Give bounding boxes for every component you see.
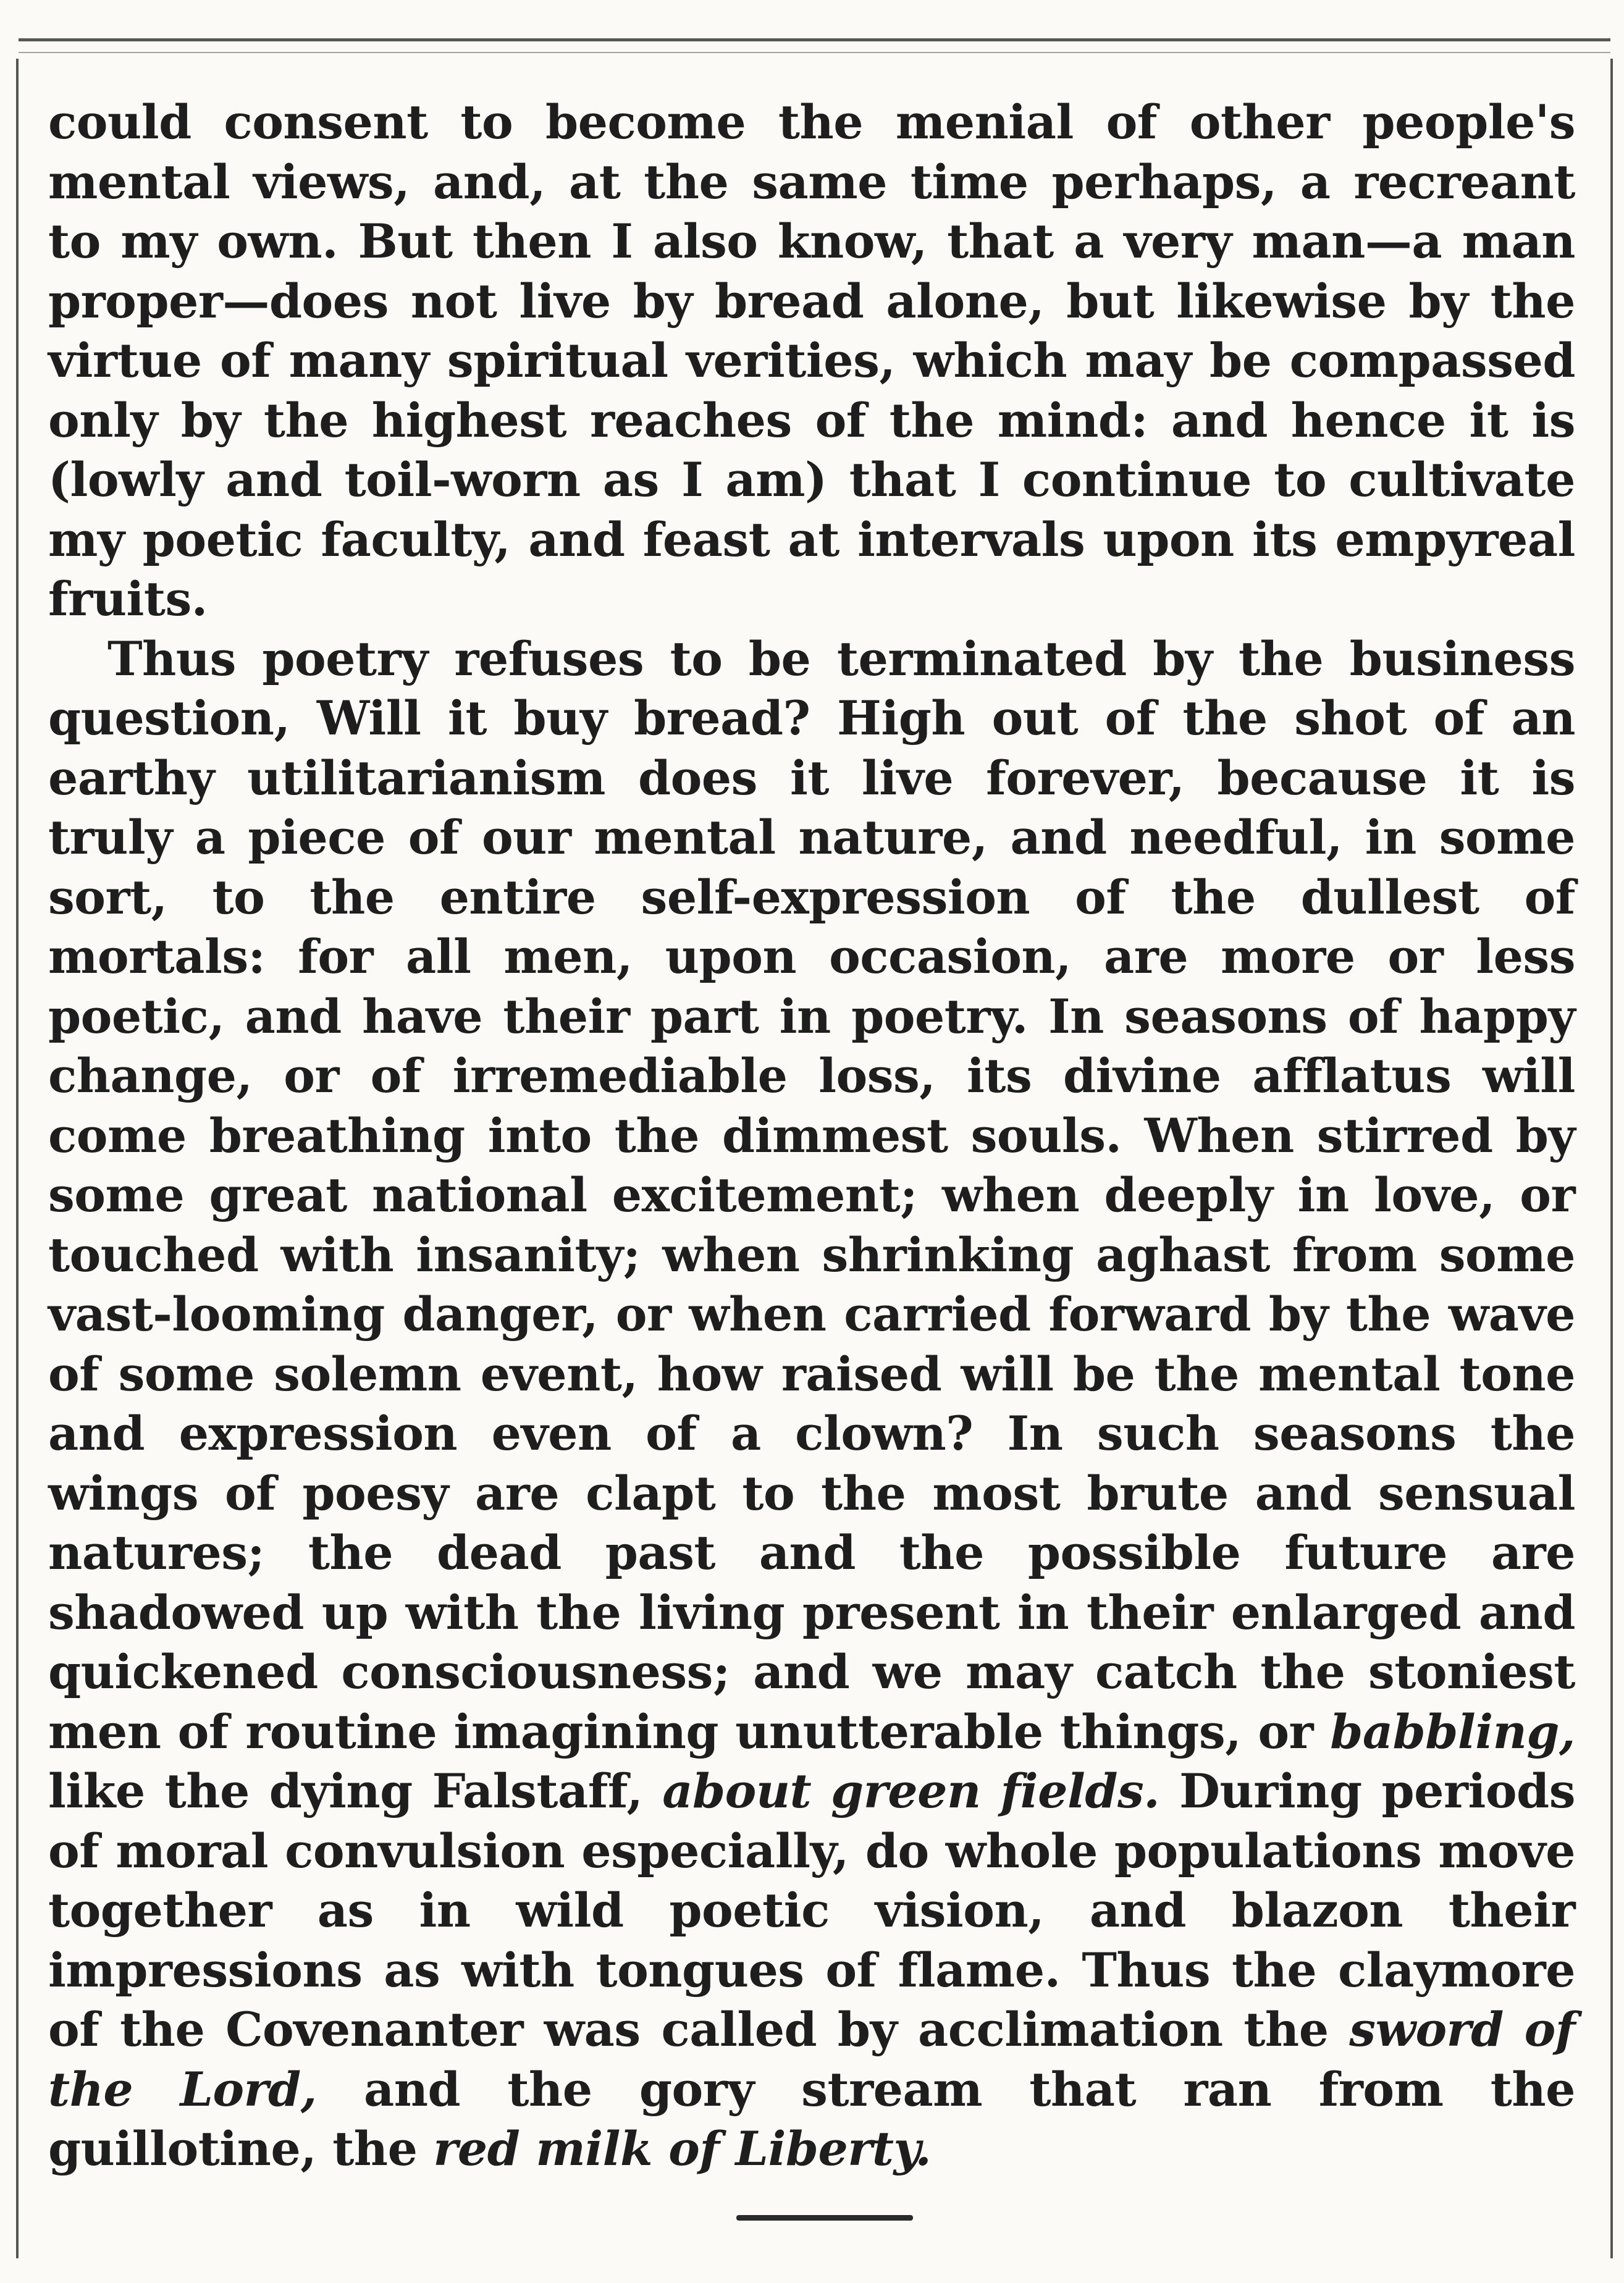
- paragraph-2-text-3: During periods of moral convulsion especially, do whole populations move together as in wild poetic vision, and blazon their impressions as with tongues of flame. Thus the claymore of the Covenanter was called by acclimation the: [48, 1764, 1575, 2057]
- article-column: [48, 93, 1575, 2179]
- paragraph-2-text-2: like the dying Falstaff,: [48, 1764, 663, 1818]
- top-border-rule-secondary: [19, 52, 1610, 53]
- section-end-rule: [736, 2215, 913, 2221]
- paragraph-2: [48, 629, 1575, 2179]
- italic-sword-of-the-lord: sword of the Lord,: [48, 2002, 1575, 2117]
- top-border-rule: [19, 38, 1610, 41]
- paragraph-2-text-1: Thus poetry refuses to be terminated by the business question, Will it buy bread? High out of the shot of an earthy utilitarianism does it live forever, because it is truly a piece of our mental nature, and needful, in some sort, to the entire self-expression of the dullest of mortals: for all men, upon occasion, are more or less poetic, and have their part in poetry. In seasons of happy change, or of irremediable loss, its divine afflatus will come breathing into the dimmest souls. When stirred by some great national excitement; when deeply in love, or touched with insanity; when shrinking aghast from some vast-looming danger, or when carried forward by the wave of some solemn event, how raised will be the mental tone and expression even of a clown? In such seasons the wings of poesy are clapt to the most brute and sensual natures; the dead past and the possible future are shadowed up with the living present in their enlarged and quickened consciousness; and we may catch the stoniest men of routine imagining unutterable things, or: [48, 631, 1575, 1759]
- italic-babbling: babbling,: [1330, 1704, 1575, 1759]
- paragraph-1: [48, 93, 1575, 629]
- italic-green-fields: about green fields.: [662, 1764, 1160, 1818]
- italic-red-milk-of-liberty: red milk of Liberty.: [433, 2121, 932, 2176]
- right-column-rule: [1610, 59, 1613, 2258]
- paragraph-2-text-4: and the gory stream that ran from the guillotine, the: [48, 2061, 1575, 2176]
- left-column-rule: [16, 59, 19, 2258]
- paragraph-1-text: could consent to become the menial of other people's mental views, and, at the same time perhaps, a recreant to my own. But then I also know, that a very man—a man proper—does not live by bread alone, but likewise by the virtue of many spiritual verities, which may be compassed only by the highest reaches of the mind: and hence it is (lowly and toil-worn as I am) that I continue to cultivate my poetic faculty, and feast at intervals upon its empyreal fruits.: [48, 95, 1575, 626]
